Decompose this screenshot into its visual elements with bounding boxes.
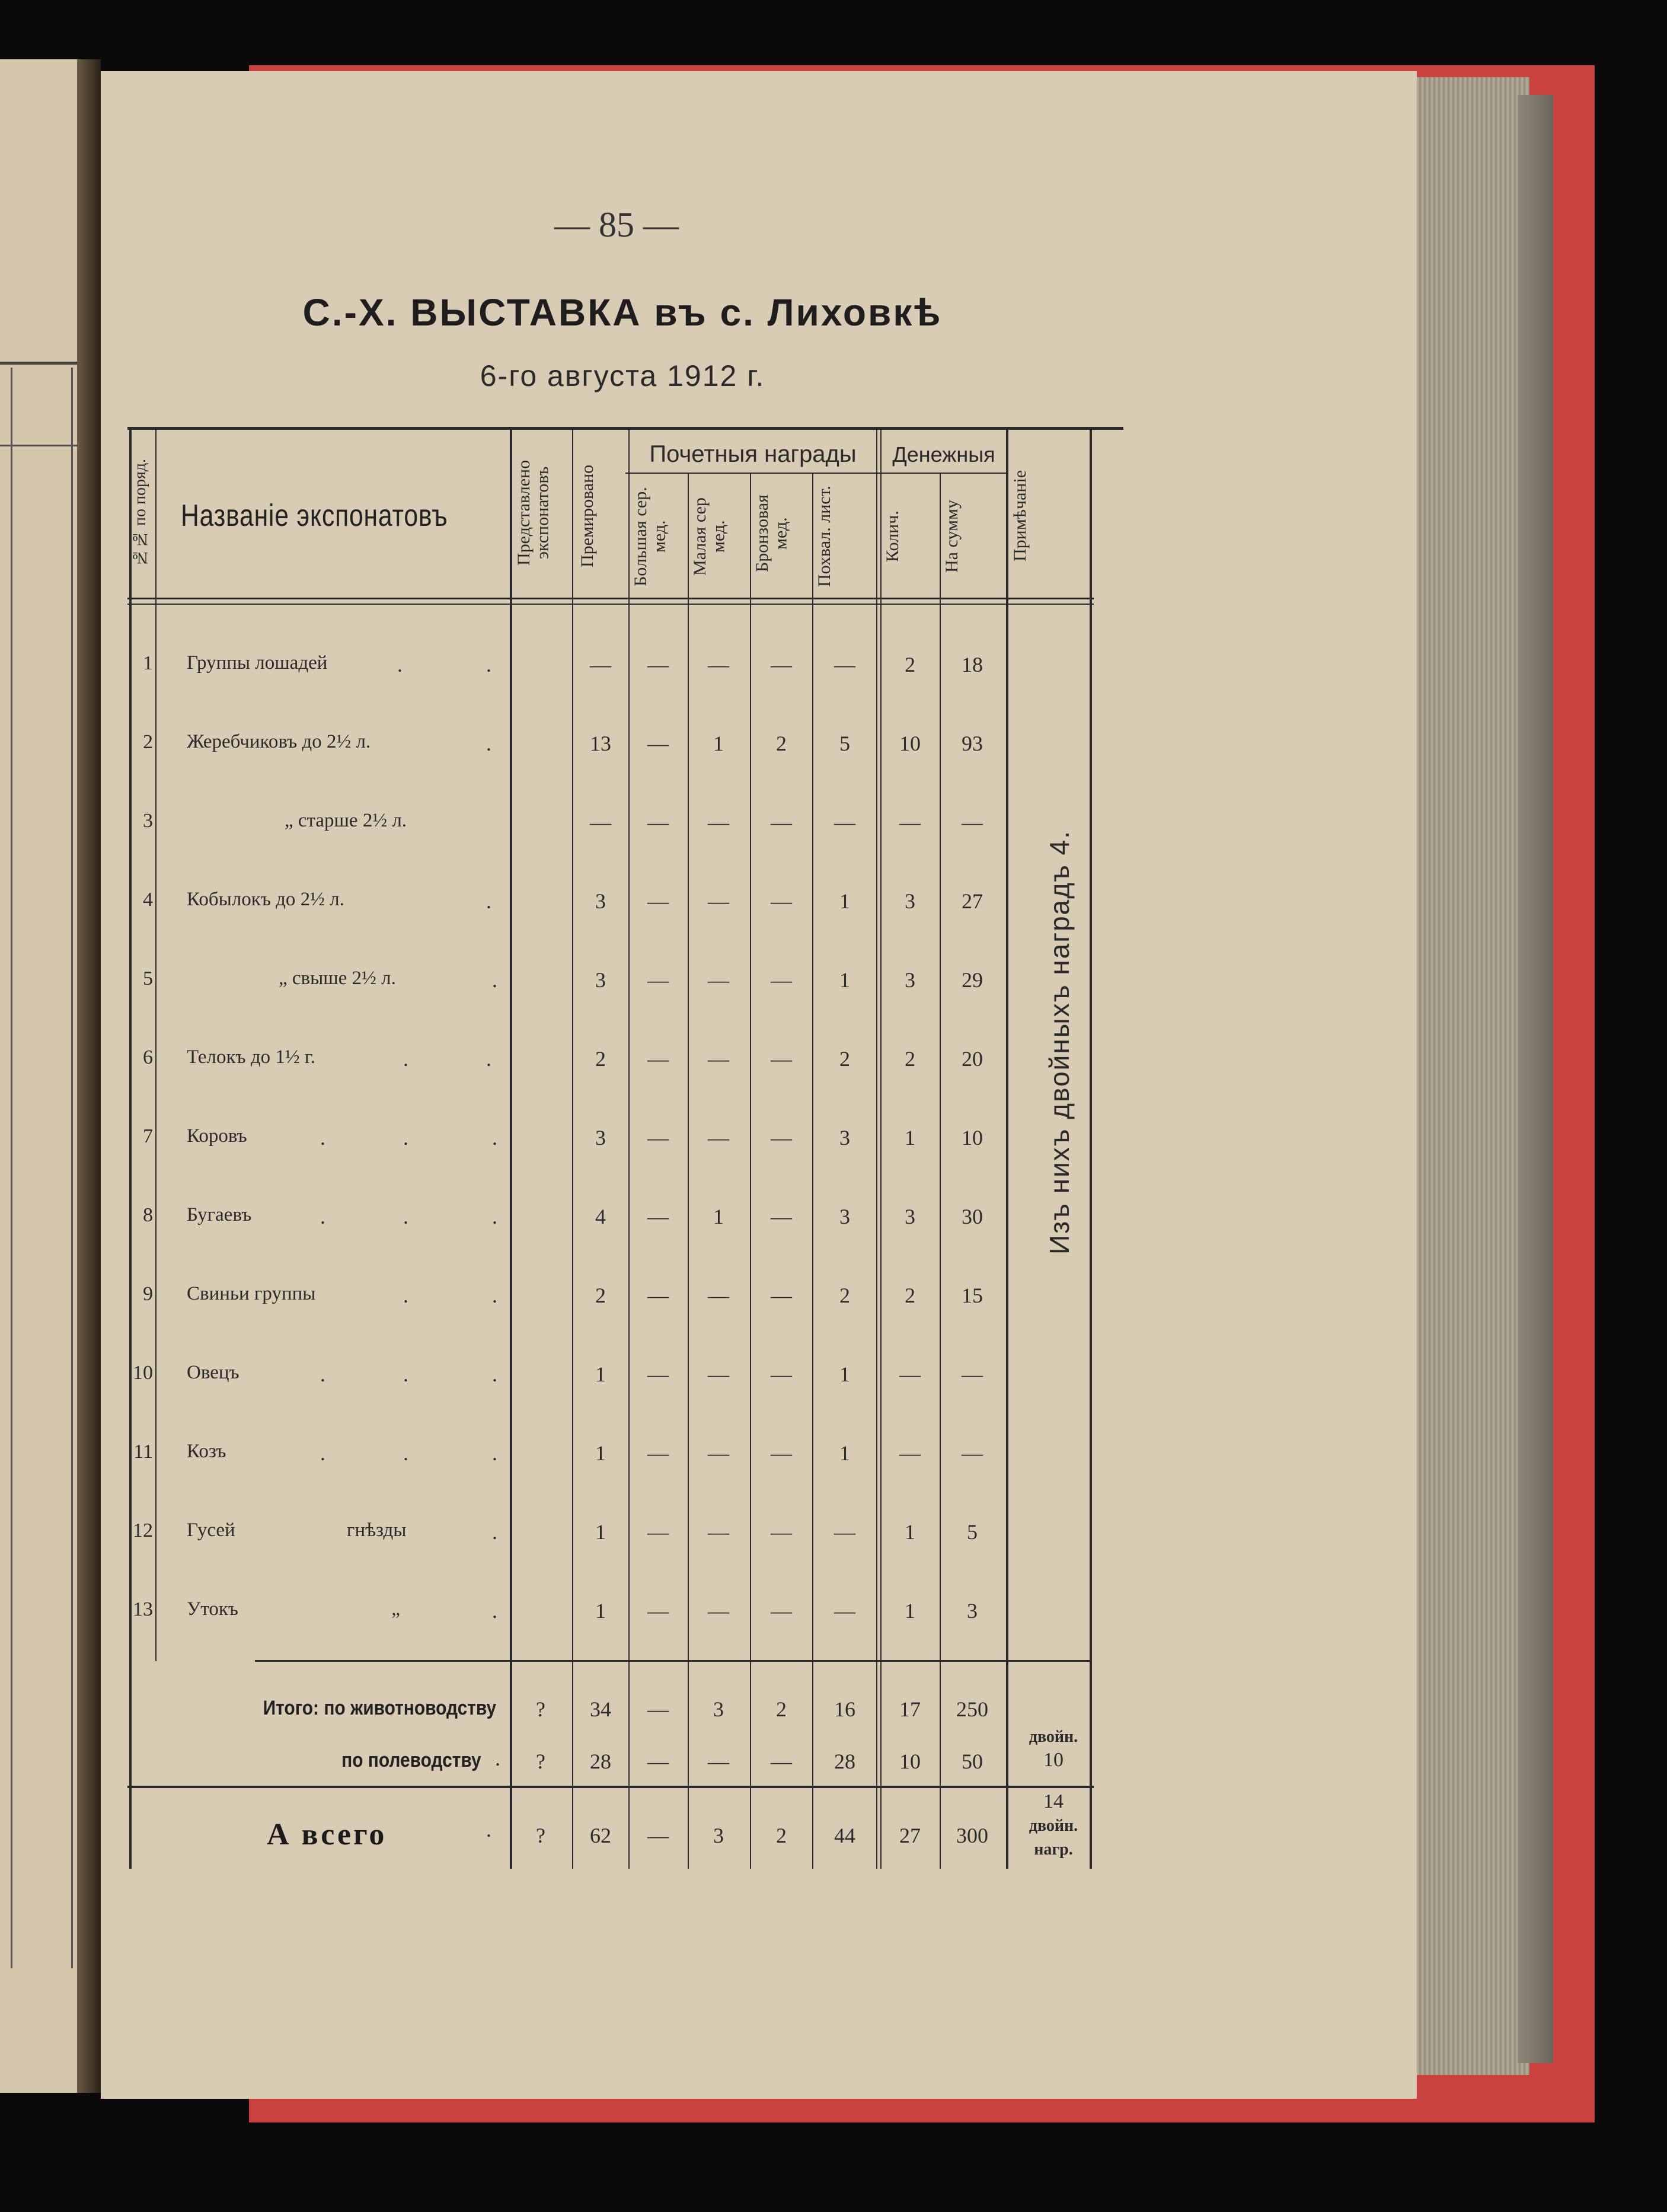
header-big-silver: Большая сер. мед.: [631, 487, 669, 586]
header-number: №№ по поряд.: [131, 458, 149, 567]
header-remark: Примѣчаніе: [1010, 470, 1030, 562]
page-title: С.-Х. ВЫСТАВКА въ с. Лиховкѣ: [302, 291, 943, 334]
remark-note: Изъ нихъ двойныхъ наградъ 4.: [1044, 830, 1075, 1255]
header-money-awards: Денежныя: [892, 442, 995, 467]
header-small-silver: Малая сер мед.: [690, 497, 729, 576]
header-praise-sheet: Похвал. лист.: [815, 486, 834, 588]
page-number: — 85 —: [554, 205, 679, 244]
header-honor-awards: Почетныя награды: [649, 441, 857, 467]
header-count: Колич.: [883, 510, 902, 563]
header-premiated: Премировано: [577, 464, 597, 567]
header-presented: Представлено экспонатовъ: [514, 459, 553, 566]
header-sum: На сумму: [942, 500, 962, 573]
header-exhibit-name: Названіе экспонатовъ: [181, 499, 448, 533]
book-spine: [77, 59, 101, 2093]
page-subtitle: 6-го августа 1912 г.: [480, 359, 765, 392]
header-bronze: Бронзовая мед.: [752, 494, 791, 573]
page-edges: [1411, 77, 1529, 2075]
